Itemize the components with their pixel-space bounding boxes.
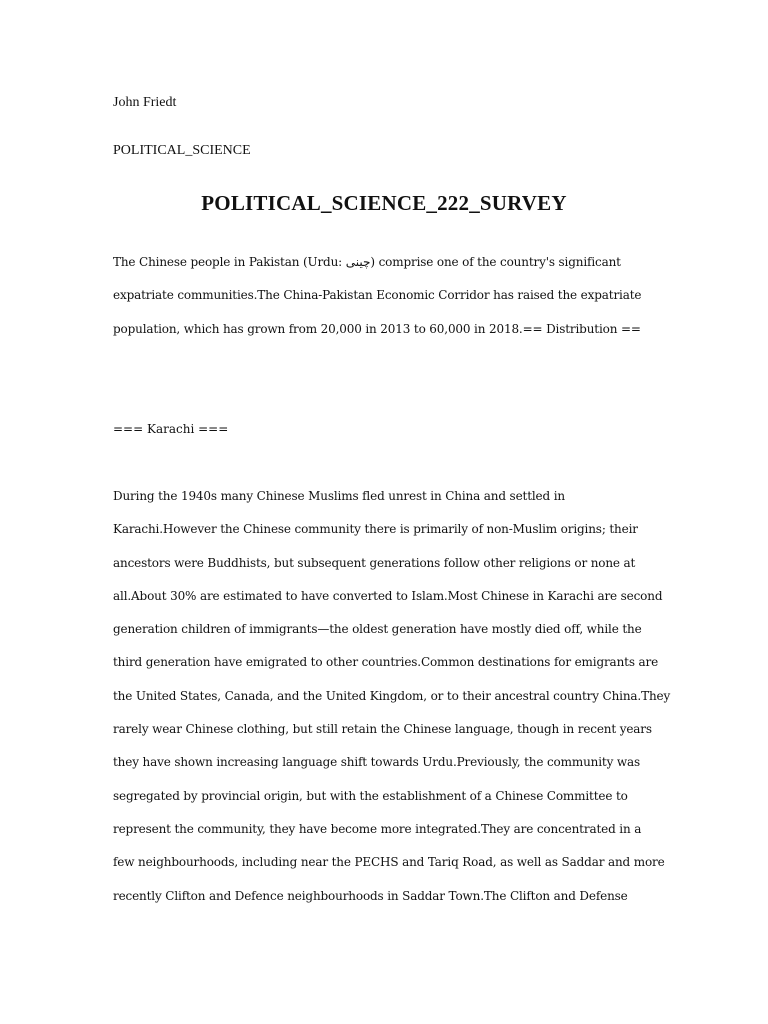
paragraph-line: During the 1940s many Chinese Muslims fled unrest in China and settled in bbox=[113, 489, 565, 503]
paragraph-line: all.About 30% are estimated to have converted to Islam.Most Chinese in Karachi are second bbox=[113, 588, 663, 603]
paragraph-line: the United States, Canada, and the United Kingdom, or to their ancestral country China.They bbox=[113, 688, 671, 703]
paragraph-line: population, which has grown from 20,000 in 2013 to 60,000 in 2018.== Distribution == bbox=[113, 321, 641, 336]
paragraph-line: segregated by provincial origin, but with the establishment of a Chinese Committee to bbox=[113, 788, 628, 803]
paragraph-line: Karachi.However the Chinese community there is primarily of non-Muslim origins; their bbox=[113, 522, 638, 537]
paragraph-line: rarely wear Chinese clothing, but still retain the Chinese language, though in recent years bbox=[113, 722, 652, 737]
author-name: John Friedt bbox=[113, 95, 177, 110]
paragraph-line: generation children of immigrants—the oldest generation have mostly died off, while the bbox=[113, 622, 642, 637]
paragraph-line: expatriate communities.The China-Pakistan Economic Corridor has raised the expatriate bbox=[113, 288, 642, 303]
intro-paragraph bbox=[113, 246, 661, 346]
section-heading: === Karachi === bbox=[113, 422, 229, 436]
paragraph-line: The Chinese people in Pakistan (Urdu: چینی) comprise one of the country's significant bbox=[113, 255, 621, 269]
paragraph-line: ancestors were Buddhists, but subsequent generations follow other religions or none at bbox=[113, 555, 636, 570]
document-title: POLITICAL_SCIENCE_222_SURVEY bbox=[201, 191, 567, 215]
paragraph-line: few neighbourhoods, including near the PECHS and Tariq Road, as well as Saddar and more bbox=[113, 855, 665, 870]
paragraph-line: third generation have emigrated to other countries.Common destinations for emigrants are bbox=[113, 655, 659, 670]
paragraph-line: recently Clifton and Defence neighbourhoods in Saddar Town.The Clifton and Defense bbox=[113, 888, 628, 903]
paragraph-line: they have shown increasing language shift towards Urdu.Previously, the community was bbox=[113, 755, 641, 770]
subject-label: POLITICAL_SCIENCE bbox=[113, 143, 251, 158]
paragraph-line: represent the community, they have become more integrated.They are concentrated in a bbox=[113, 821, 642, 836]
body-paragraph bbox=[113, 480, 671, 913]
